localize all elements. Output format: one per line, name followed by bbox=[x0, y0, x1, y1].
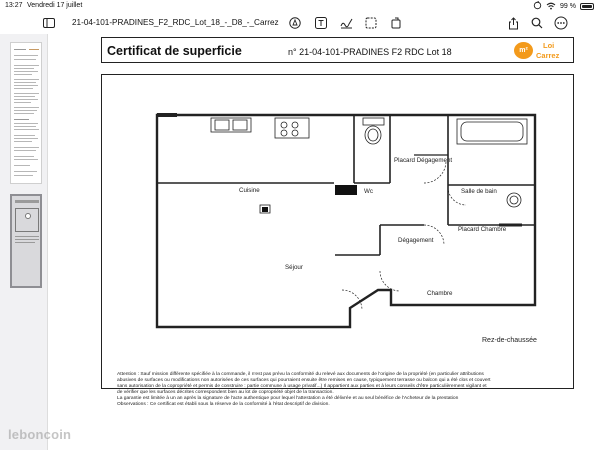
floor-plan-frame bbox=[101, 74, 574, 389]
leboncoin-watermark: leboncoin bbox=[8, 427, 72, 442]
logo-text-line2: Carrez bbox=[536, 51, 560, 60]
text-cursor-icon[interactable] bbox=[313, 15, 329, 31]
select-icon[interactable] bbox=[363, 15, 379, 31]
room-label-sejour: Séjour bbox=[285, 264, 303, 271]
notice-line: La garantie est limitée à un an après la signature de l'acte authentique pour lequel l'attestation a été délivrée et au seul bénéfice de l'Acheteur de la prestation bbox=[117, 396, 459, 401]
certificate-header bbox=[101, 37, 574, 63]
notice-line: de vérifier que les surfaces décrites correspondent bien au lot de copropriété objet de la transaction. bbox=[117, 390, 334, 395]
room-label-placard-degagement: Placard Dégagement bbox=[394, 157, 453, 164]
certificate-reference: n° 21-04-101-PRADINES F2 RDC Lot 18 bbox=[288, 46, 452, 57]
page-thumbnails-sidebar bbox=[0, 34, 48, 450]
battery-percentage: 99 % bbox=[560, 3, 576, 10]
pen-tip-icon[interactable] bbox=[287, 15, 303, 31]
level-label: Rez-de-chaussée bbox=[482, 337, 537, 344]
legal-notice bbox=[117, 372, 557, 408]
notice-line: Observations : Ce certificat est établi sous la réserve de la conformité à l'état descriptif de division. bbox=[117, 402, 330, 407]
share-icon[interactable] bbox=[505, 15, 521, 31]
notice-line: abusives de surfaces ou modifications non autorisées de ces surfaces qui pourraient ensuite être remises en cause, typiquement terrasse ou balcon qui a été clos et couvert bbox=[117, 378, 491, 383]
more-icon[interactable] bbox=[553, 15, 569, 31]
orientation-lock-icon bbox=[533, 1, 542, 12]
page-thumbnail-1[interactable] bbox=[10, 42, 42, 184]
room-label-placard-chambre: Placard Chambre bbox=[458, 226, 507, 233]
loi-carrez-logo-icon: m² bbox=[514, 42, 533, 59]
document-page bbox=[99, 34, 587, 450]
file-title: 21-04-101-PRADINES_F2_RDC_Lot_18_-_D8_-_Carrez bbox=[72, 18, 279, 27]
battery-icon bbox=[580, 3, 594, 10]
room-label-degagement: Dégagement bbox=[398, 237, 434, 244]
signature-icon[interactable] bbox=[338, 15, 354, 31]
status-date: Vendredi 17 juillet bbox=[27, 2, 83, 9]
page-thumbnail-2-selected[interactable] bbox=[10, 194, 42, 288]
logo-text-line1: Loi bbox=[543, 41, 555, 50]
room-label-cuisine: Cuisine bbox=[239, 187, 260, 194]
room-label-wc: Wc bbox=[364, 188, 373, 195]
status-bar bbox=[0, 0, 600, 12]
wifi-icon bbox=[546, 2, 556, 12]
toolbar bbox=[0, 12, 600, 34]
rotate-icon[interactable] bbox=[388, 15, 404, 31]
status-time: 13:27 bbox=[5, 2, 23, 9]
room-label-chambre: Chambre bbox=[427, 290, 453, 297]
sidebar-toggle-icon[interactable] bbox=[41, 15, 57, 31]
certificate-title: Certificat de superficie bbox=[107, 44, 242, 58]
room-label-salle-de-bain: Salle de bain bbox=[461, 188, 497, 195]
search-icon[interactable] bbox=[529, 15, 545, 31]
notice-line: sans autorisation de la copropriété et permis de construire : partie commune à usage privatif...) Il appartient aux parties et à leurs conseils d'être particulièrement vigilant et bbox=[117, 384, 487, 389]
notice-line: Attention : Sauf mission différente spécifiée à la commande, il n'est pas prévu la conformité du relevé aux documents de l'origine de la propriété (en particulier attributions bbox=[117, 372, 484, 377]
